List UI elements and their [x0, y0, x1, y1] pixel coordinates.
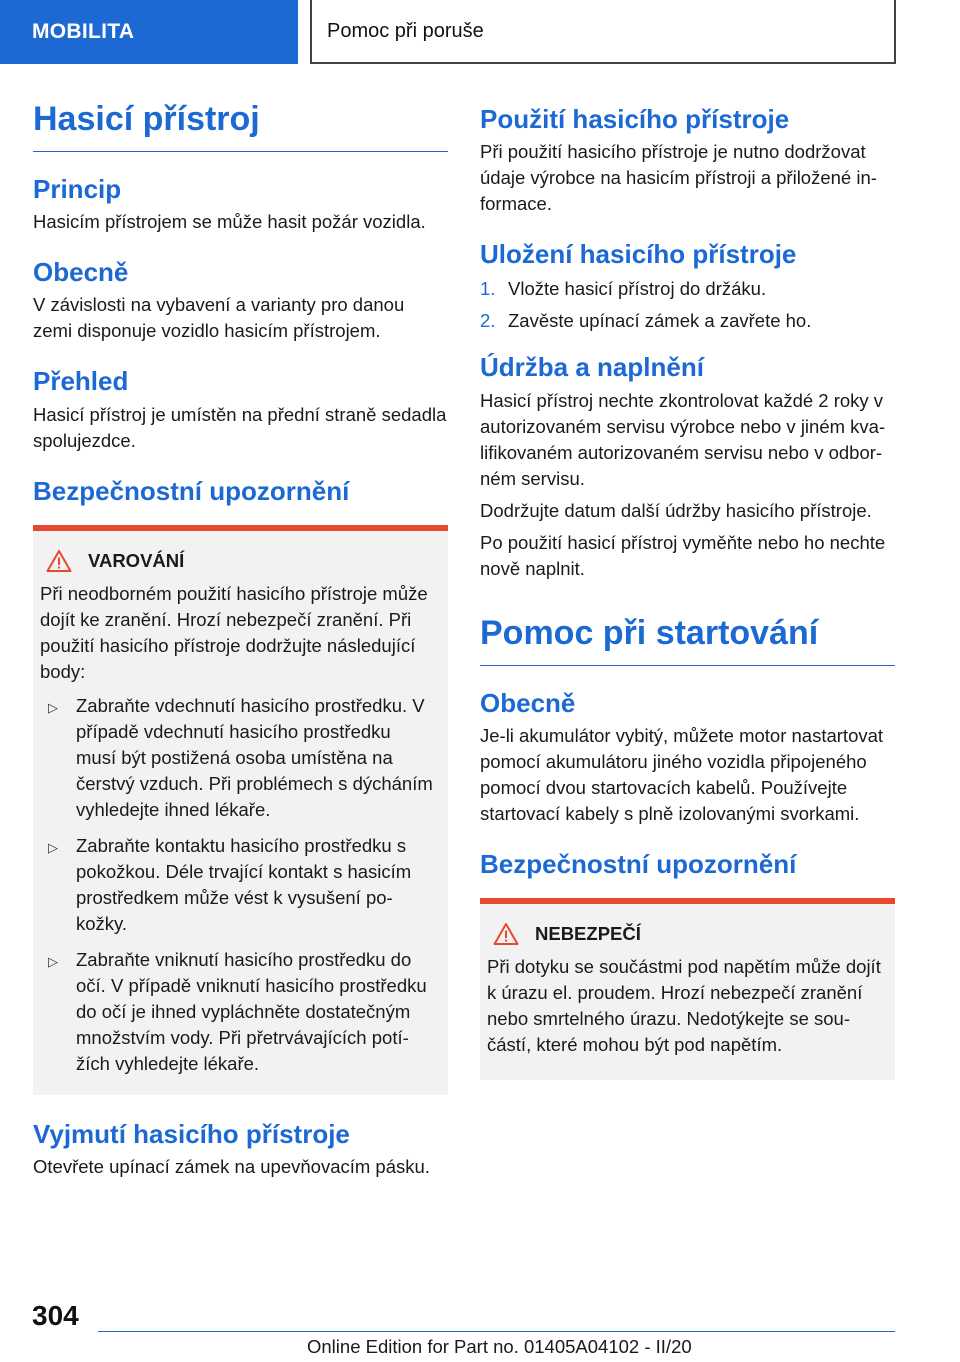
header-section-title: Pomoc při poruše: [310, 0, 896, 64]
section-ulozeni: [480, 239, 895, 334]
warning-triangle-icon: [493, 922, 519, 946]
section-princip: [33, 174, 448, 235]
text-princip: Hasicím přístrojem se může hasit požár vozidla.: [33, 211, 426, 233]
bullet-triangle-icon: ▷: [48, 953, 58, 969]
list-item: [40, 947, 434, 1077]
list-item: [480, 276, 895, 302]
danger-text: Při dotyku se součástmi pod napětím může dojít k úrazu el. proudem. Hrozí nebezpečí zranění nebo smrtelného úrazu. Nedotýkejte se součástí, které mohou být pod napětím.: [487, 956, 881, 1056]
section-prehled: [33, 366, 448, 453]
text-udrzba-3: Po použití hasicí přístroj vyměňte nebo ho nechte nově naplnit.: [480, 531, 886, 579]
step-text: Vložte hasicí přístroj do držáku.: [508, 278, 767, 300]
section-obecne: [33, 257, 448, 344]
heading-obecne: Obecně: [33, 257, 129, 288]
bullet-text: Zabraňte vniknutí hasicího prostředku do očí. V případě vniknutí hasicího prostředku do očí je ihned vypláchněte dostatečným množstvím vody. Při přetrvávajících potížích vyhledejte lékaře.: [76, 948, 427, 1074]
left-column: [33, 100, 448, 1180]
footer-divider: [98, 1331, 895, 1332]
warning-text: Při neodborném použití hasicího přístroje může dojít ke zranění. Hrozí nebezpečí zranění. Při použití hasicího přístroje dodržujte následující body:: [40, 582, 428, 682]
danger-title: [493, 922, 881, 946]
step-number: 2.: [480, 310, 496, 332]
section-safety: [33, 476, 448, 1095]
heading-prehled: Přehled: [33, 366, 129, 397]
heading-ulozeni: Uložení hasicího přístroje: [480, 239, 797, 270]
warning-box: [33, 525, 448, 1095]
page-title: Hasicí přístroj: [33, 100, 448, 152]
warning-triangle-icon: [46, 549, 72, 573]
warning-bullets: [40, 693, 434, 1077]
page-number: 304: [32, 1300, 79, 1331]
bullet-text: Zabraňte vdechnutí hasicího prostředku. V případě vdechnutí hasicího prostředku musí být postižená osoba umístěna na čerstvý vzduch. Při problémech s dýcháním vyhledejte ihned lékaře.: [76, 694, 433, 820]
heading-udrzba: Údržba a naplnění: [480, 352, 704, 383]
warning-title: [46, 549, 434, 573]
heading-pouziti: Použití hasicího přístroje: [480, 104, 790, 134]
header-chapter-tab: MOBILITA: [0, 0, 298, 64]
text-pouziti: Při použití hasicího přístroje je nutno dodržovat údaje výrobce na hasicím přístroji a přiložené informace.: [480, 141, 877, 215]
text-udrzba-1: Hasicí přístroj nechte zkontrolovat každé 2 roky v autorizovaném servisu výrobce nebo v jiném kvalifikovaném autorizovaném servisu nebo v odborném servisu.: [480, 389, 886, 489]
bullet-triangle-icon: ▷: [48, 699, 58, 715]
section-pouziti: [480, 104, 895, 217]
text-obecne-2: Je-li akumulátor vybitý, můžete motor nastartovat pomocí akumulátoru jiného vozidla připojeného pomocí dvou startovacích kabelů. Používejte startovací kabely s plně izolovanými svorkami.: [480, 724, 884, 824]
steps-list: [480, 276, 895, 334]
list-item: [480, 308, 895, 334]
heading-vyjmuti: Vyjmutí hasicího přístroje: [33, 1118, 350, 1149]
text-vyjmuti: Otevřete upínací zámek na upevňovacím pásku.: [33, 1156, 430, 1178]
heading-safety-2: Bezpečnostní upozornění: [480, 848, 797, 879]
heading-obecne-2: Obecně: [480, 687, 576, 718]
text-udrzba-2: Dodržujte datum další údržby hasicího přístroje.: [480, 499, 872, 521]
danger-box: [480, 898, 895, 1080]
bullet-text: Zabraňte kontaktu hasicího prostředku s pokožkou. Déle trvající kontakt s hasicím prostředkem může vést k vysušení pokožky.: [76, 834, 412, 934]
text-obecne: V závislosti na vybavení a varianty pro danou zemi disponuje vozidlo hasicím přístrojem.: [33, 294, 405, 342]
step-text: Zavěste upínací zámek a zavřete ho.: [508, 310, 812, 332]
danger-label: NEBEZPEČÍ: [535, 923, 641, 945]
heading-safety: Bezpečnostní upozornění: [33, 475, 350, 506]
step-number: 1.: [480, 278, 496, 300]
list-item: [40, 833, 434, 937]
section-title-starting: Pomoc při startování: [480, 614, 895, 666]
warning-label: VAROVÁNÍ: [88, 549, 185, 571]
bullet-triangle-icon: ▷: [48, 839, 58, 855]
heading-princip: Princip: [33, 174, 122, 205]
list-item: [40, 693, 434, 823]
right-column: [480, 100, 895, 1080]
section-safety-2: [480, 849, 895, 1080]
section-obecne-2: [480, 688, 895, 827]
section-vyjmuti: [33, 1119, 448, 1180]
text-prehled: Hasicí přístroj je umístěn na přední straně sedadla spolujezdce.: [33, 403, 447, 451]
footer-edition: Online Edition for Part no. 01405A04102 - II/20: [307, 1336, 692, 1357]
section-udrzba: [480, 352, 895, 581]
